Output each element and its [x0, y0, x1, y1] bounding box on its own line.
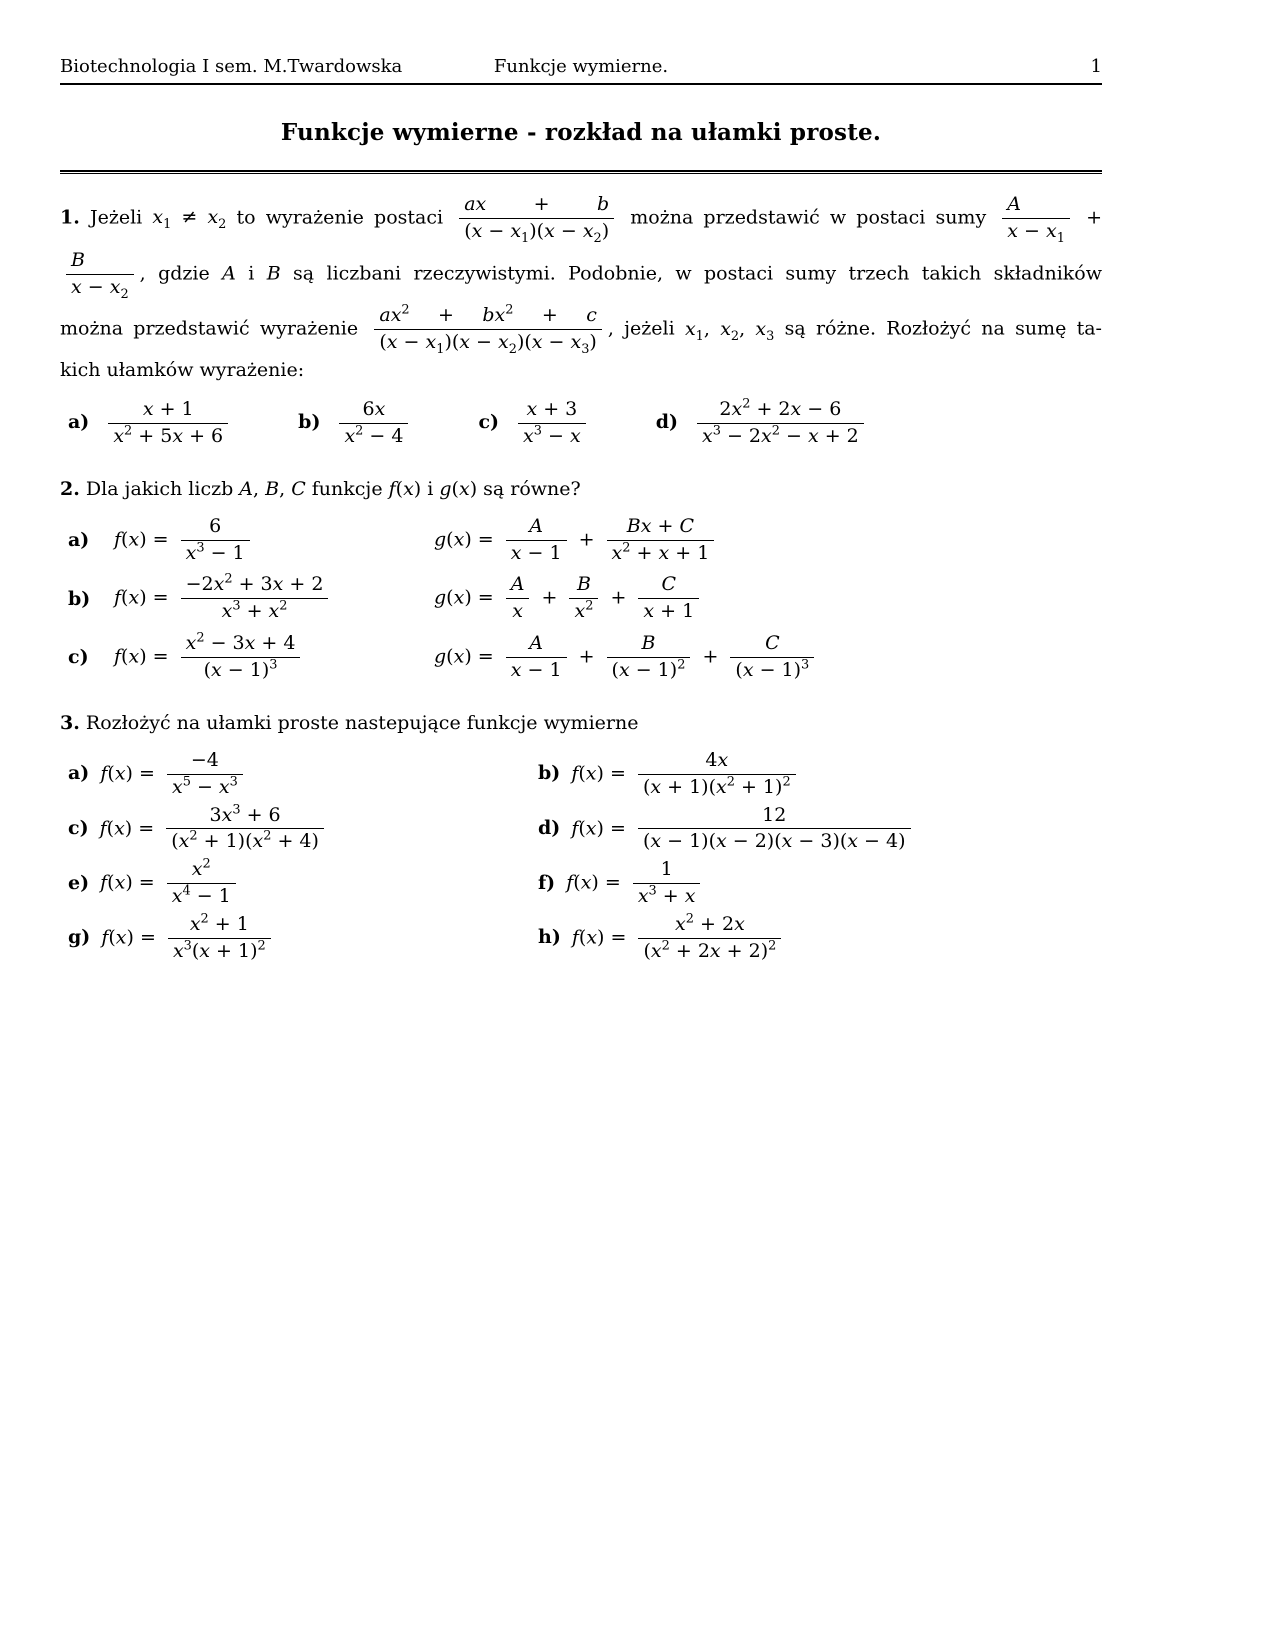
fraction-numerator: Bx + C: [607, 516, 715, 541]
math-run: +: [696, 645, 725, 668]
fraction-denominator: $x^2 - 4$: [344, 423, 404, 447]
fraction: [506, 516, 567, 565]
text-run: , jeżeli: [607, 317, 685, 340]
fraction: [638, 750, 796, 799]
fraction: [168, 911, 271, 963]
fraction-numerator: B: [66, 250, 134, 275]
problem-1-item-d: [656, 397, 870, 450]
f-expression: [114, 572, 434, 625]
fraction-numerator: $3x^3 + 6$: [166, 805, 324, 830]
g-expression: [434, 572, 1102, 625]
problem-3-item-g: [68, 912, 538, 965]
problem-2-row-c: [68, 631, 1102, 684]
document-title: Funkcje wymierne - rozkład na ułamki proste.: [280, 119, 882, 146]
fraction: [607, 516, 715, 565]
problem-1-line-2: [60, 248, 1102, 301]
math-run: A: [222, 262, 236, 285]
problem-3-item-f: [538, 857, 1102, 910]
problem-1-items: [60, 397, 1102, 450]
fraction-numerator: $x^2 + 2x$: [638, 914, 781, 939]
fraction: [181, 516, 250, 565]
math-run: f(x) =: [99, 816, 161, 839]
math-run: A, B, C: [239, 477, 306, 500]
fraction-numerator: 6x: [339, 399, 408, 424]
fraction-numerator: $-2x^2 + 3x + 2$: [181, 574, 329, 599]
item-label: 1.: [60, 206, 80, 229]
problem-3-item-c: [68, 803, 538, 856]
fraction-denominator: $x^3 + x$: [637, 883, 696, 908]
item-label: c): [68, 816, 89, 839]
header-page-number: 1: [1090, 56, 1102, 77]
text-run: Rozłożyć na ułamki proste nastepujące funkcje wymierne: [79, 711, 639, 734]
fraction: [339, 399, 408, 448]
fraction-denominator: $(x - 1)^3$: [203, 657, 278, 681]
math-run: $x_1$, $x_2$, $x_3$: [684, 317, 775, 344]
item-label: c): [478, 411, 500, 434]
fraction: [506, 574, 530, 623]
text-run: są równe?: [477, 477, 581, 500]
text-run: są liczbani rzeczywistymi. Podobnie, w postaci sumy trzech takich składników: [280, 262, 1103, 285]
fraction-numerator: A: [506, 633, 567, 658]
text-run: funkcje: [305, 477, 389, 500]
item-label: b): [68, 587, 91, 610]
fraction-denominator: $(x - 1)^2$: [611, 657, 686, 681]
item-label: d): [655, 411, 678, 434]
item-label: b): [298, 411, 321, 434]
math-run: $x_1 \ne x_2$: [152, 206, 227, 233]
fraction: [374, 303, 601, 358]
math-run: +: [572, 528, 601, 551]
math-run: +: [572, 645, 601, 668]
math-run: f(x): [388, 477, 422, 500]
fraction: [66, 248, 134, 302]
problem-1-line-3: [60, 303, 1102, 356]
text-run: są różne. Rozłożyć na sumę ta-: [774, 317, 1102, 340]
problem-1-line-1: [60, 192, 1102, 245]
fraction: [607, 633, 691, 682]
fraction: [166, 802, 324, 854]
fraction: [108, 399, 228, 448]
fraction-numerator: 12: [638, 805, 911, 830]
problem-2-items: [60, 514, 1102, 684]
header-course: Biotechnologia I sem. M.Twardowska: [60, 56, 403, 77]
fraction-denominator: $x^3 + x^2$: [221, 598, 288, 623]
g-expression: [434, 514, 1102, 567]
fraction-numerator: $ax^2 + bx^2 + c$: [374, 305, 601, 330]
title-rule: [60, 170, 1102, 174]
fraction-denominator: $x^3 - x$: [523, 423, 581, 447]
fraction-denominator: $x^4 - 1$: [171, 883, 231, 908]
fraction-numerator: 1: [633, 859, 701, 884]
text-run: i: [421, 477, 440, 500]
fraction-denominator: $x^2$: [574, 598, 594, 623]
item-label: a): [68, 762, 90, 785]
math-run: B: [266, 262, 281, 285]
math-run: f(x) =: [100, 871, 161, 894]
f-expression: [114, 631, 434, 684]
text-run: Dla jakich liczb: [79, 477, 240, 500]
fraction-numerator: A: [1002, 194, 1070, 219]
fraction-denominator: $x - x_1$: [1007, 219, 1065, 246]
fraction-numerator: −4: [167, 750, 243, 775]
math-run: f(x) =: [114, 528, 175, 551]
problem-3-item-e: [68, 857, 538, 910]
fraction: [697, 396, 864, 448]
fraction-numerator: $2x^2 + 2x - 6$: [697, 399, 864, 424]
g-expression: [434, 631, 1102, 684]
fraction: [518, 399, 586, 448]
fraction: [638, 805, 911, 854]
fraction: [167, 856, 236, 908]
fraction-denominator: x − 1: [510, 658, 562, 681]
text-run: to wyrażenie postaci: [226, 206, 454, 229]
math-run: f(x) =: [101, 926, 162, 949]
problem-2-row-b: [68, 572, 1102, 625]
fraction-numerator: A: [506, 574, 530, 599]
fraction-numerator: 4x: [638, 750, 796, 775]
fraction-numerator: A: [506, 516, 567, 541]
fraction-denominator: $x^2 + x + 1$: [611, 540, 710, 564]
fraction-denominator: $(x - x_1)(x - x_2)$: [464, 219, 610, 246]
text-run: kich ułamków wyrażenie:: [60, 359, 305, 382]
problem-1-item-b: [298, 397, 414, 450]
fraction: [181, 574, 329, 623]
fraction-numerator: B: [607, 633, 691, 658]
math-run: +: [1075, 206, 1102, 229]
problem-3-items: [60, 748, 1102, 965]
problem-1-item-a: [68, 397, 234, 450]
fraction-denominator: $x^2 + 5x + 6$: [113, 423, 224, 447]
problem-2-heading: [60, 478, 1102, 500]
problem-1-item-c: [478, 397, 591, 450]
fraction-numerator: $x^2$: [167, 859, 236, 884]
fraction-numerator: C: [638, 574, 699, 599]
text-run: , gdzie: [139, 262, 223, 285]
item-label: f): [538, 871, 556, 894]
text-run: można przedstawić wyrażenie: [60, 317, 369, 340]
fraction-numerator: ax + b: [459, 194, 614, 219]
item-label: e): [68, 871, 90, 894]
fraction-denominator: $x^3 - 1$: [185, 540, 245, 564]
fraction: [730, 633, 814, 682]
item-label: d): [538, 816, 561, 839]
fraction-denominator: $x^3 - 2x^2 - x + 2$: [701, 423, 859, 447]
math-run: +: [604, 586, 633, 609]
fraction: [633, 859, 701, 908]
math-run: g(x) =: [434, 645, 500, 668]
fraction-denominator: $(x^2 + 1)(x^2 + 4)$: [171, 829, 319, 853]
problem-3-item-b: [538, 748, 1102, 801]
fraction-denominator: $x^3(x + 1)^2$: [172, 938, 266, 962]
fraction-denominator: $(x + 1)(x^2 + 1)^2$: [642, 774, 791, 798]
f-expression: [114, 514, 434, 567]
fraction: [167, 750, 243, 799]
fraction: [506, 633, 567, 682]
math-run: f(x) =: [114, 586, 175, 609]
math-run: f(x) =: [571, 762, 632, 785]
fraction: [569, 574, 598, 623]
math-run: g(x): [439, 477, 478, 500]
fraction-numerator: B: [569, 574, 598, 599]
text-run: można przedstawić w postaci sumy: [620, 206, 997, 229]
fraction-denominator: (x − 1)(x − 2)(x − 3)(x − 4): [642, 830, 906, 853]
problem-2-row-a: [68, 514, 1102, 567]
fraction: [1002, 193, 1070, 246]
problem-1: [60, 192, 1102, 381]
item-label: g): [68, 926, 91, 949]
math-run: f(x) =: [114, 645, 175, 668]
text-run: Jeżeli: [79, 206, 153, 229]
fraction-numerator: x + 1: [108, 399, 228, 424]
item-label: h): [538, 926, 561, 949]
math-run: f(x) =: [100, 762, 161, 785]
fraction-numerator: $x^2 + 1$: [168, 914, 271, 939]
math-run: f(x) =: [571, 816, 632, 839]
problem-1-line-4: [60, 359, 1102, 381]
fraction: [459, 193, 614, 246]
math-run: g(x) =: [434, 586, 500, 609]
item-label: c): [68, 646, 89, 669]
fraction-denominator: x + 1: [643, 600, 695, 623]
math-run: g(x) =: [434, 528, 500, 551]
item-label: a): [68, 529, 90, 552]
math-run: f(x) =: [566, 871, 627, 894]
fraction-denominator: x − 1: [510, 541, 562, 564]
fraction-denominator: $(x - 1)^3$: [735, 657, 810, 681]
page-header: [60, 56, 1102, 85]
fraction-numerator: $x^2 - 3x + 4$: [181, 633, 301, 658]
fraction-denominator: x: [512, 600, 523, 623]
item-label: b): [538, 762, 561, 785]
fraction-denominator: $x - x_2$: [71, 275, 129, 302]
fraction-numerator: x + 3: [518, 399, 586, 424]
fraction-numerator: 6: [181, 516, 250, 541]
item-label: 3.: [60, 711, 80, 734]
header-section: Funkcje wymierne.: [493, 56, 669, 77]
fraction: [638, 911, 781, 963]
problem-3-item-h: [538, 912, 1102, 965]
text-run: i: [235, 262, 267, 285]
fraction-denominator: $(x^2 + 2x + 2)^2$: [643, 938, 777, 962]
fraction: [181, 630, 301, 682]
item-label: a): [68, 411, 90, 434]
math-run: +: [535, 586, 564, 609]
item-label: 2.: [60, 477, 80, 500]
fraction-denominator: $(x - x_1)(x - x_2)(x - x_3)$: [379, 331, 597, 358]
problem-3-item-a: [68, 748, 538, 801]
problem-3-item-d: [538, 803, 1102, 856]
problem-3-heading: [60, 712, 1102, 734]
fraction-numerator: C: [730, 633, 814, 658]
math-run: f(x) =: [571, 926, 633, 949]
fraction: [638, 574, 699, 623]
fraction-denominator: $x^5 - x^3$: [171, 774, 238, 798]
